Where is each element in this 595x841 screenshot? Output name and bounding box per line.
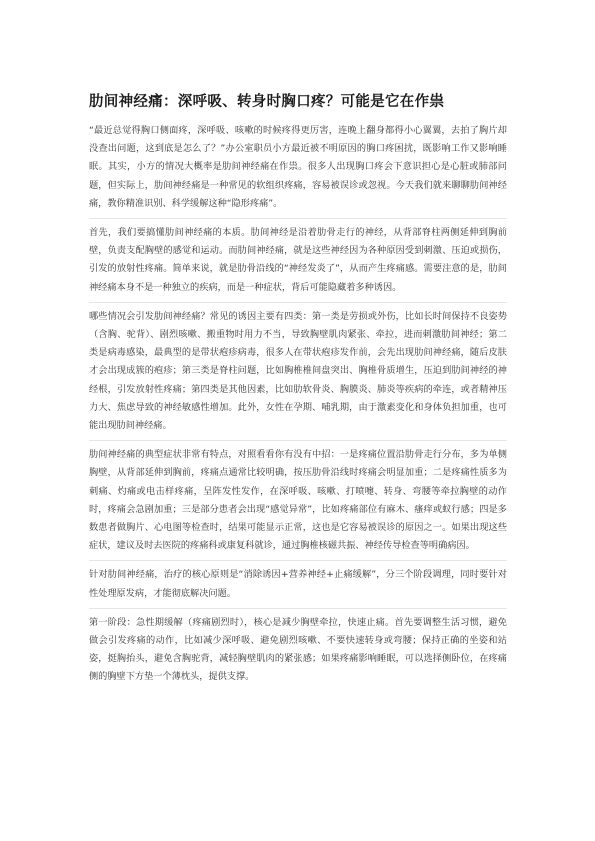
paragraph-divider — [89, 560, 507, 561]
article — [89, 92, 507, 687]
article-paragraph-definition: 首先，我们要搞懂肋间神经痛的本质。肋间神经是沿着肋骨走行的神经，从背部脊柱两侧延伸到胸前壁，负责支配胸壁的感觉和运动。而肋间神经痛，就是这些神经因为各种原因受到刺激、压迫或损伤，引发的放射性疼痛。简单来说，就是肋骨沿线的“神经发炎了”，从而产生疼痛感。需要注意的是，肋间神经痛本身不是一种独立的疾病，而是一种症状，背后可能隐藏着多种诱因。 — [89, 227, 507, 293]
paragraph-divider — [89, 440, 507, 441]
paragraph-divider — [89, 302, 507, 303]
article-paragraph-treatment-principle: 针对肋间神经痛，治疗的核心原则是“消除诱因+营养神经+止痛缓解”，分三个阶段调理，同时要针对性处理原发病，才能彻底解决问题。 — [89, 569, 507, 599]
article-title: 肋间神经痛：深呼吸、转身时胸口疼？可能是它在作祟 — [89, 94, 445, 110]
article-paragraph-stage-one: 第一阶段：急性期缓解（疼痛剧烈时），核心是减少胸壁牵拉，快速止痛。首先要调整生活习惯，避免做会引发疼痛的动作，比如减少深呼吸、避免剧烈咳嗽、不要快速转身或弯腰；保持正确的坐姿和站姿，挺胸抬头，避免含胸驼背，减轻胸壁肌肉的紧张感；如果疼痛影响睡眠，可以选择侧卧位，在疼痛侧的胸壁下方垫一个薄枕头，提供支撑。 — [89, 616, 507, 683]
article-paragraph-intro: “最近总觉得胸口侧面疼，深呼吸、咳嗽的时候疼得更厉害，连晚上翻身都得小心翼翼，去拍了胸片却没查出问题，这到底是怎么了？”办公室职员小方最近被不明原因的胸口疼困扰，既影响工作又影响睡眠。其实，小方的情况大概率是肋间神经痛在作祟。很多人出现胸口疼会下意识担心是心脏或肺部问题，但实际上，肋间神经痛是一种常见的软组织疼痛，容易被误诊或忽视。今天我们就来聊聊肋间神经痛，教你精准识别、科学缓解这种“隐形疼痛”。 — [89, 125, 507, 209]
article-paragraph-causes: 哪些情况会引发肋间神经痛？常见的诱因主要有四类：第一类是劳损或外伤，比如长时间保持不良姿势（含胸、驼背）、剧烈咳嗽、搬重物时用力不当，导致胸壁肌肉紧张、牵拉，进而刺激肋间神经；第二类是病毒感染，最典型的是带状疱疹病毒，很多人在带状疱疹发作前，会先出现肋间神经痛，随后皮肤才会出现成簇的疱疹；第三类是脊柱问题，比如胸椎椎间盘突出、胸椎骨质增生，压迫到肋间神经的神经根，引发放射性疼痛；第四类是其他因素，比如肋软骨炎、胸膜炎、肺炎等疾病的牵连，或者精神压力大、焦虑导致的神经敏感性增加。此外，女性在孕期、哺乳期，由于激素变化和身体负担加重，也可能出现肋间神经痛。 — [89, 310, 507, 432]
paragraph-divider — [89, 608, 507, 609]
article-paragraph-symptoms: 肋间神经痛的典型症状非常有特点，对照看看你有没有中招：一是疼痛位置沿肋骨走行分布，多为单侧胸壁，从背部延伸到胸前，疼痛点通常比较明确，按压肋骨沿线时疼痛会明显加重；二是疼痛性质多为刺痛、灼痛或电击样疼痛，呈阵发性发作，在深呼吸、咳嗽、打喷嚏、转身、弯腰等牵拉胸壁的动作时，疼痛会急剧加重；三是部分患者会出现“感觉异常”，比如疼痛部位有麻木、瘙痒或蚁行感；四是多数患者做胸片、心电图等检查时，结果可能显示正常，这也是它容易被误诊的原因之一。如果出现这些症状，建议及时去医院的疼痛科或康复科就诊，通过胸椎核磁共振、神经传导检查等明确病因。 — [89, 449, 507, 552]
paragraph-divider — [89, 218, 507, 219]
